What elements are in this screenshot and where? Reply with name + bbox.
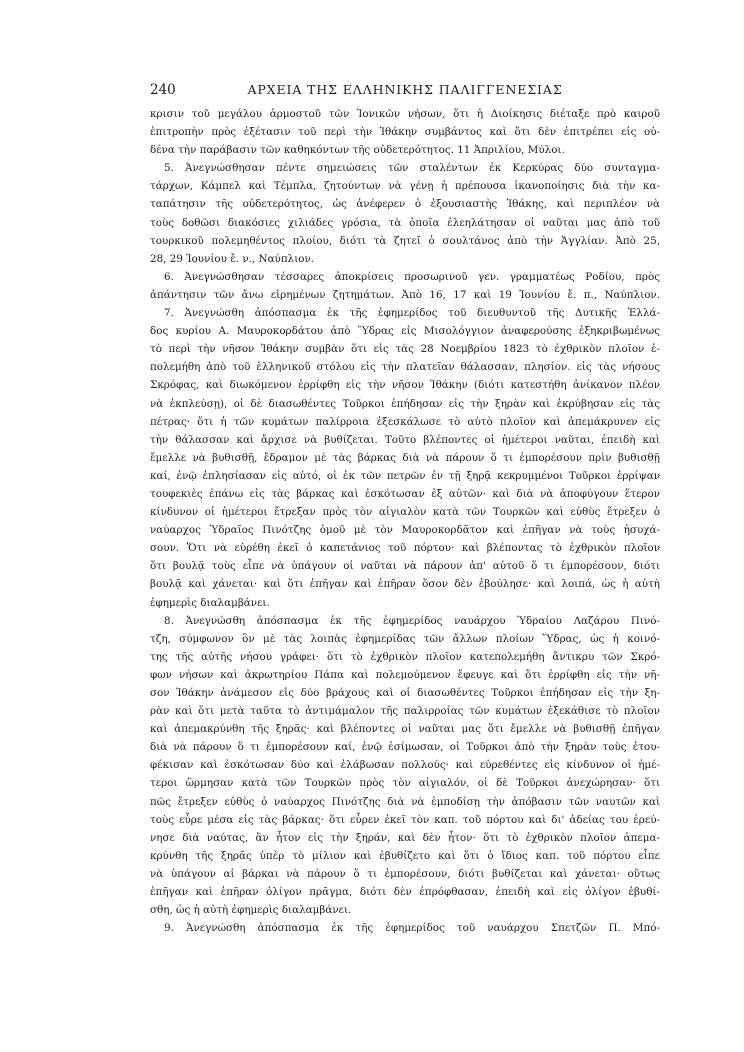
text-line: ταπάτησιν τῆς οὐδετερότητος, ὡς ἀνέφερεν ὁ ἐξουσιαστὴς Ἰθάκης, καὶ περιπλέον νὰ xyxy=(150,198,660,211)
text-line: τάρχων, Κάμπελ καὶ Τέμπλα, ζητούντων νὰ γένῃ ἡ πρέπουσα ἱκανοποίησις διὰ τὴν κα- xyxy=(150,180,660,193)
text-line: τοὺς δοθῶσι διακόσιες χιλιάδες γρόσια, τὰ ὁποῖα ἐλεηλάτησαν οἱ ναῦται μας ἀπὸ τοῦ xyxy=(150,216,660,229)
text-line: ὅτι βουλᾷ τοὺς εἶπε νὰ ὑπάγουν οἱ ναῦται νὰ πάρουν ἀπ' αὐτοῦ ὅ τι ἐμπορέσουν, διότι xyxy=(150,560,660,573)
text-line: σθη, ὡς ἡ αὐτὴ ἐφημερὶς διαλαμβάνει. xyxy=(150,904,352,917)
text-line: Σκρόφας, καὶ διωκόμενον ἐρρίφθη εἰς τὴν νῆσον Ἰθάκην (διότι κατεστήθη ἀνίκανον πλέον xyxy=(150,379,660,392)
text-line: ρὰν καὶ ὅτι μετὰ ταῦτα τὸ ἀντιμάμαλον τῆς παλιρροίας τῶν κυμάτων ἐξεκάθισε τὸ πλοῖον xyxy=(150,705,660,718)
text-line: πῶς ἔτρεξεν εὐθὺς ὁ ναύαρχος Πινότζης διὰ νὰ ἐμποδίσῃ τὴν ἀπόβασιν τῶν ναυτῶν καὶ xyxy=(150,795,660,808)
text-line: σον Ἰθάκην ἀνάμεσον εἰς δύο βράχους καὶ οἱ διασωθέντες Τοῦρκοι ἐπήδησαν εἰς τὴν ξη- xyxy=(150,687,660,699)
text-line: διὰ νὰ πάρουν ὅ τι ἐμπορέσουν καί, ἐνῷ ἐσίμωσαν, οἱ Τοῦρκοι ἀπὸ τὴν ξηρὰν τοὺς ἐτου- xyxy=(150,741,660,754)
text-line: ἐπῆγαν καὶ ἐπῆραν ὀλίγον πρᾶγμα, διότι δὲν ἐπρόφθασαν, ἐπειδὴ καὶ εἰς ὀλίγον ἐβυθί- xyxy=(150,886,660,899)
text-line: ἀπάντησιν τῶν ἄνω εἰρημένων ζητημάτων. Ἀπὸ 16, 17 καὶ 19 Ἰουνίου ἔ. π., Ναύπλιον. xyxy=(150,288,660,301)
text-line: πέτρας· ὅτι ἡ τῶν κυμάτων παλίρροια ἐξεσκάλωσε τὸ αὐτὸ πλοῖον καὶ ἀπεμάκρυνεν εἰς xyxy=(150,415,660,428)
text-line: 28, 29 Ἰουνίου ἔ. ν., Ναύπλιον. xyxy=(150,252,315,265)
text-line: τζη, σύμφωνον ὃν μὲ τὰς λοιπὰς ἐφημερίδας τῶν ἄλλων πλοίων Ὕδρας, ὡς ἡ κοινό- xyxy=(150,632,660,645)
text-line: κρισιν τοῦ μεγάλου ἁρμοστοῦ τῶν Ἰονικῶν νήσων, ὅτι ἡ Διοίκησις διέταξε πρὸ καιροῦ xyxy=(150,108,660,120)
text-line: καὶ ἀπεμακρύνθη τῆς ξηρᾶς· καὶ βλέποντες οἱ ναῦται μας ὅτι ἔμελλε νὰ βυθισθῇ ἐπῆγαν xyxy=(150,723,660,736)
running-title: ΑΡΧΕΙΑ ΤΗΣ ΕΛΛΗΝΙΚΗΣ ΠΑΛΙΓΓΕΝΕΣΙΑΣ xyxy=(247,82,563,97)
text-line: τεροι ὥρμησαν κατὰ τῶν Τουρκῶν πρὸς τὸν αἰγιαλόν, οἱ δὲ Τοῦρκοι ἀνεχώρησαν· ὅτι xyxy=(150,777,660,790)
text-line: ἔμελλε νὰ βυθισθῇ, ἔδραμον μὲ τὰς βάρκας διὰ νὰ πάρουν ὅ τι ἐμπορέσουν πρὶν βυθισθῇ xyxy=(150,451,660,464)
text-line: τοὺς εὗρε μέσα εἰς τὰς βάρκας· ὅτι εὗρεν ἐκεῖ τὸν καπ. τοῦ πόρτου καὶ δι' ἀδείας του ἐρεύ- xyxy=(150,813,660,826)
text-line: πολεμήθη ἀπὸ τοῦ ἑλληνικοῦ στόλου εἰς τὴν πλατεῖαν θάλασσαν, πλησίον. εἰς τὰς νήσους xyxy=(150,361,660,374)
page-number: 240 xyxy=(150,82,176,98)
text-line: 5. Ἀνεγνώσθησαν πέντε σημειώσεις τῶν σταλέντων ἐκ Κερκύρας δύο συνταγμα- xyxy=(164,162,660,175)
text-line: ἐφημερὶς διαλαμβάνει. xyxy=(150,596,270,609)
text-line: 8. Ἀνεγνώσθη ἀπόσπασμα ἐκ τῆς ἐφημερίδος ναυάρχου Ὑδραίου Λαζάρου Πινό- xyxy=(164,614,660,627)
text-line: βουλᾷ καὶ χάνεται· καὶ ὅτι ἐπῆγαν καὶ ἐπῆραν ὅσον δὲν ἐβούλησε· καὶ λοιπά, ὡς ἡ αὐτὴ xyxy=(150,578,660,591)
text-line: τὸ περὶ τὴν νῆσον Ἰθάκην συμβὰν ὅτι εἰς τὰς 28 Νοεμβρίου 1823 τὸ ἐχθρικὸν πλοῖον ἐ- xyxy=(150,343,660,356)
text-line: κίνδυνον οἱ ἡμέτεροι ἔτρεξαν πρὸς τὸν αἰγιαλὸν κατὰ τῶν Τουρκῶν καὶ εὐθὺς ἔτρεξεν ὁ xyxy=(150,506,660,519)
text-line: κρύνθη τῆς ξηρᾶς ὑπὲρ τὸ μίλιον καὶ ἐβυθίζετο καὶ ὅτι ὁ ἴδιος καπ. τοῦ πόρτου εἶπε xyxy=(150,849,660,862)
text-line: τὴν θάλασσαν καὶ ἄρχισε νὰ βυθίζεται. Τοῦτο βλέποντες οἱ ἡμέτεροι ναῦται, ἐπειδὴ καὶ xyxy=(150,433,660,446)
text-line: νησε διὰ ναύτας, ἂν ἦτον εἰς τὴν ξηράν, καὶ δὲν ἦτον· ὅτι τὸ ἐχθρικὸν πλοῖον ἀπεμα- xyxy=(150,831,660,844)
text-line: 6. Ἀνεγνώσθησαν τέσσαρες ἀποκρίσεις προσωρινοῦ γεν. γραμματέως Ροδίου, πρὸς xyxy=(164,270,660,283)
text-line: φων νήσων καὶ ἀκρωτηρίου Πάπα καὶ πολεμούμενον ἔφευγε καὶ ὅτι ἐρρίφθη εἰς τὴν νῆ- xyxy=(150,668,660,681)
text-line: ἐπιτροπὴν πρὸς ἐξέτασιν τοῦ περὶ τὴν Ἰθάκην συμβάντος καὶ ὅτι δὲν ἐπιτρέπει εἰς οὐ- xyxy=(150,126,660,139)
text-line: νὰ ἐκπλεύσῃ), οἱ δὲ διασωθέντες Τοῦρκοι ἐπήδησαν εἰς τὴν ξηρὰν καὶ ἐκρύβησαν εἰς τὰς xyxy=(150,397,660,410)
text-line: καί, ἐνῷ ἐπλησίασαν εἰς αὐτό, οἱ ἐκ τῶν πετρῶν ἐν τῇ ξηρᾷ κεκρυμμένοι Τοῦρκοι ἐρρίψαν xyxy=(150,469,660,482)
body-text xyxy=(150,105,660,937)
text-line: 9. Ἀνεγνώσθη ἀπόσπασμα ἐκ τῆς ἐφημερίδος τοῦ ναυάρχου Σπετζῶν Π. Μπό- xyxy=(164,922,660,935)
text-line: δένα τὴν παράβασιν τῶν καθηκόντων τῆς οὐδετερότητος. 11 Ἀπριλίου, Μύλοι. xyxy=(150,144,565,157)
text-line: τουφεκιὲς ἐπάνω εἰς τὰς βάρκας καὶ ἐσκότωσαν ἐξ αὐτῶν· καὶ διὰ νὰ ἀποφύγουν ἕτερον xyxy=(150,487,660,500)
page-header xyxy=(150,80,660,100)
text-line: δος κυρίου Α. Μαυροκορδάτου ἀπὸ Ὕδρας εἰς Μισολόγγιον ἀναφερούσης ἐξηκριβωμένως xyxy=(150,325,660,338)
text-line: ναύαρχος Ὑδραῖος Πινότζης ὁμοῦ μὲ τὸν Μαυροκορδᾶτον καὶ ἐπῆγαν νὰ τοὺς ἡσυχά- xyxy=(150,524,660,537)
text-line: 7. Ἀνεγνώσθη ἀπόσπασμα ἐκ τῆς ἐφημερίδος τοῦ διευθυντοῦ τῆς Δυτικῆς Ἑλλά- xyxy=(164,307,660,320)
text-line: φέκισαν καὶ ἐσκότωσαν δύο καὶ ἐλάβωσαν πολλούς· καὶ εὑρεθέντες εἰς κίνδυνον οἱ ἡμέ- xyxy=(150,759,660,772)
text-line: της τῆς αὐτῆς νήσου γράφει· ὅτι τὸ ἐχθρικὸν πλοῖον κατεπολεμήθη ἄντικρυ τῶν Σκρό- xyxy=(150,650,660,663)
text-line: τουρκικοῦ πολεμηθέντος πλοίου, διότι τὰ ζητεῖ ὁ σουλτάνος ἀπὸ τὴν Ἀγγλίαν. Ἀπὸ 25, xyxy=(150,234,660,247)
text-line: νὰ ὑπάγουν αἱ βάρκαι νὰ πάρουν ὅ τι ἐμπορέσουν, διότι βυθίζεται καὶ χάνεται· οὕτως xyxy=(150,867,660,880)
text-line: σουν. Ὅτι νὰ εὑρέθη ἐκεῖ ὁ καπετάνιος τοῦ πόρτου· καὶ βλέποντας τὸ ἐχθρικὸν πλοῖον xyxy=(150,542,660,555)
